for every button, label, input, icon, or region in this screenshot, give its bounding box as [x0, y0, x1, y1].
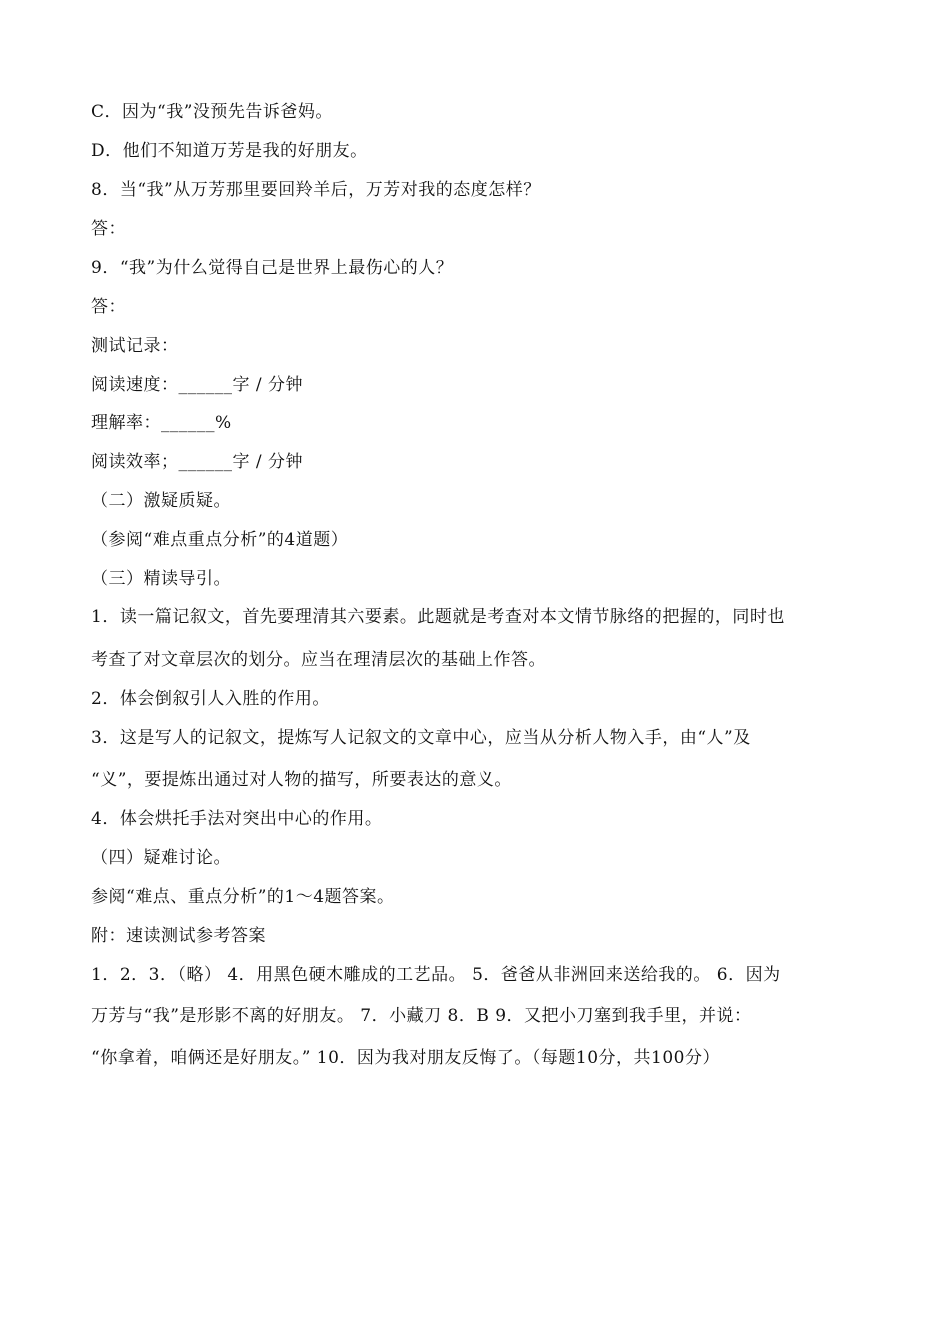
guide-item-4: 4．体会烘托手法对突出中心的作用。 [91, 809, 383, 829]
answer-8: 答： [91, 219, 126, 239]
comprehension-rate: 理解率：______% [91, 413, 232, 433]
option-d: D．他们不知道万芳是我的好朋友。 [91, 141, 368, 161]
answers-line-2: 万芳与“我”是形影不离的好朋友。 7．小藏刀 8．B 9．又把小刀塞到我手里，并说： [91, 1006, 752, 1026]
answers-line-3: “你拿着，咱俩还是好朋友。” 10．因为我对朋友反悔了。（每题10分，共100分） [91, 1048, 720, 1068]
section-2-heading: （二）激疑质疑。 [91, 491, 231, 511]
guide-item-1-line-2: 考查了对文章层次的划分。应当在理清层次的基础上作答。 [91, 650, 546, 670]
reading-speed: 阅读速度：______字 / 分钟 [91, 375, 304, 395]
answer-9: 答： [91, 297, 126, 317]
appendix-heading: 附：速读测试参考答案 [91, 926, 266, 946]
section-4-heading: （四）疑难讨论。 [91, 848, 231, 868]
reading-efficiency: 阅读效率；______字 / 分钟 [91, 452, 304, 472]
guide-item-1-line-1: 1．读一篇记叙文，首先要理清其六要素。此题就是考查对本文情节脉络的把握的，同时也 [91, 607, 785, 627]
test-record-heading: 测试记录： [91, 336, 179, 356]
guide-item-3-line-2: “义”，要提炼出通过对人物的描写，所要表达的意义。 [91, 770, 512, 790]
section-4-reference: 参阅“难点、重点分析”的1～4题答案。 [91, 887, 395, 907]
guide-item-3-line-1: 3．这是写人的记叙文，提炼写人记叙文的文章中心，应当从分析人物入手，由“人”及 [91, 728, 751, 748]
answers-line-1: 1．2．3．（略） 4．用黑色硬木雕成的工艺品。 5．爸爸从非洲回来送给我的。 6．因为 [91, 965, 781, 985]
option-c: C．因为“我”没预先告诉爸妈。 [91, 102, 333, 122]
section-2-reference: （参阅“难点重点分析”的4道题） [91, 530, 349, 550]
question-8: 8．当“我”从万芳那里要回羚羊后，万芳对我的态度怎样？ [91, 180, 541, 200]
question-9: 9．“我”为什么觉得自己是世界上最伤心的人？ [91, 258, 454, 278]
section-3-heading: （三）精读导引。 [91, 569, 231, 589]
guide-item-2: 2．体会倒叙引人入胜的作用。 [91, 689, 330, 709]
